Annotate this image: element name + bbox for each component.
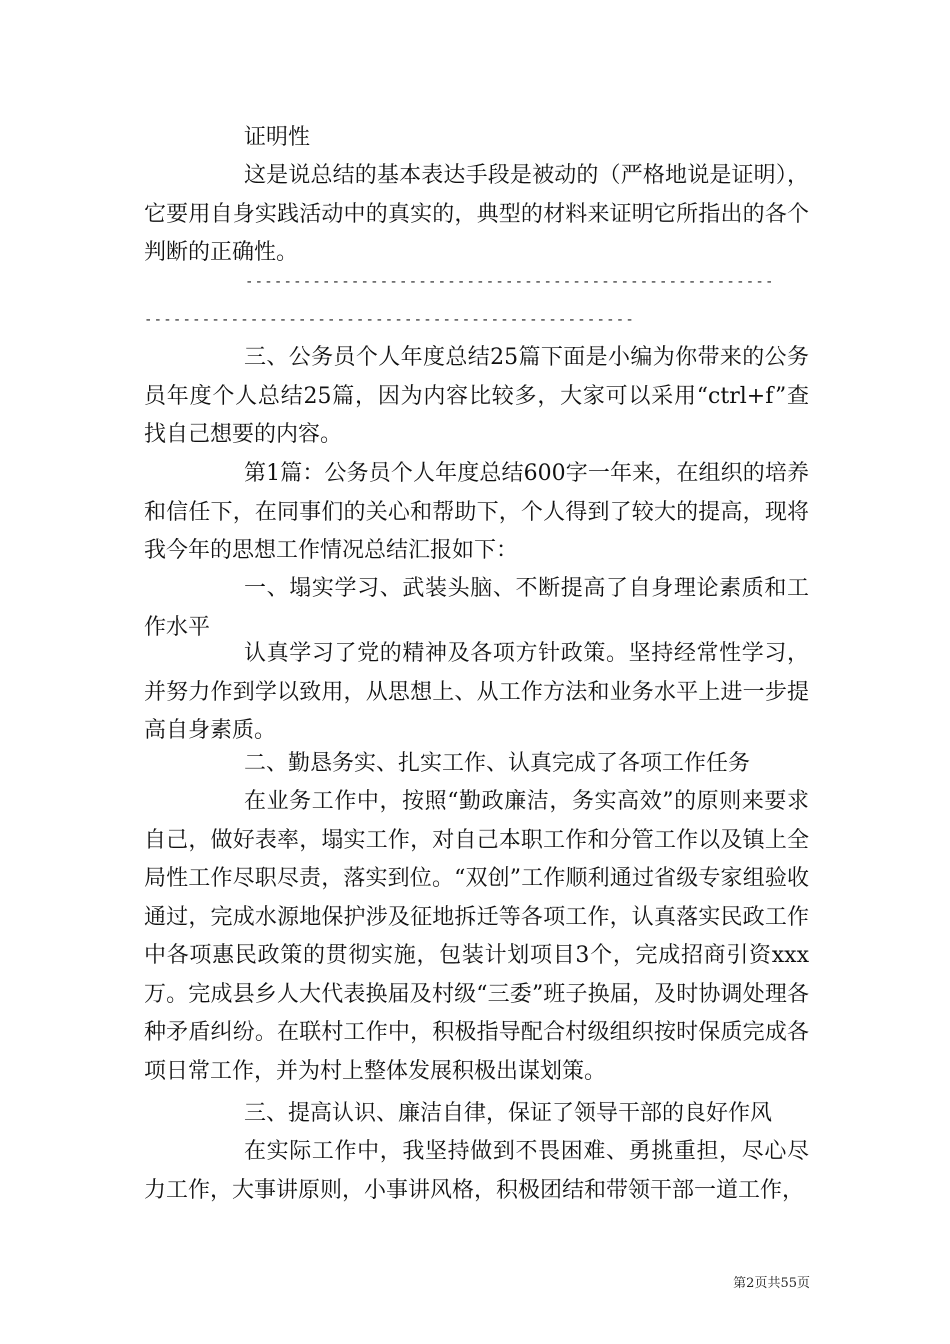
paragraph-heading-two: 二、勤恳务实、扎实工作、认真完成了各项工作任务 — [244, 751, 751, 776]
paragraph-section-three-intro: 三、公务员个人年度总结25篇下面是小编为你带来的公务员年度个人总结25篇，因为内容比较多，大家可以采用“ctrl+f”查找自己想要的内容。 — [144, 345, 809, 447]
paragraph-heading-three: 三、提高认识、廉洁自律，保证了领导干部的良好作风 — [244, 1101, 773, 1126]
paragraph-work-details: 在业务工作中，按照“勤政廉洁，务实高效”的原则来要求自己，做好表率，塌实工作，对自己本职工作和分管工作以及镇上全局性工作尽职尽责，落实到位。“双创”工作顺利通过省级专家组验收通过，完成水源地保护涉及征地拆迁等各项工作，认真落实民政工作中各项惠民政策的贯彻实施，包装计划项目3个，完成招商引资xxx万。完成县乡人大代表换届及村级“三委”班子换届，及时协调处理各种矛盾纠纷。在联村工作中，积极指导配合村级组织按时保质完成各项日常工作，并为村上整体发展积极出谋划策。 — [144, 789, 809, 1084]
paragraph-article-one-intro: 第1篇：公务员个人年度总结600字一年来，在组织的培养和信任下，在同事们的关心和帮助下，个人得到了较大的提高，现将我今年的思想工作情况总结汇报如下： — [144, 461, 809, 563]
paragraph-study: 认真学习了党的精神及各项方针政策。坚持经常性学习，并努力作到学以致用，从思想上、从工作方法和业务水平上进一步提高自身素质。 — [144, 641, 809, 743]
page-number-footer: 第2页共55页 — [733, 1276, 810, 1291]
paragraph-practical-work: 在实际工作中，我坚持做到不畏困难、勇挑重担，尽心尽力工作，大事讲原则，小事讲风格，积极团结和带领干部一道工作， — [144, 1139, 809, 1203]
paragraph-heading-one: 一、塌实学习、武装头脑、不断提高了自身理论素质和工作水平 — [144, 576, 809, 640]
separator-line-2: --------------------------------------------------- — [144, 312, 636, 328]
paragraph-proof-explanation: 这是说总结的基本表达手段是被动的（严格地说是证明），它要用自身实践活动中的真实的，典型的材料来证明它所指出的各个判断的正确性。 — [144, 163, 809, 265]
paragraph-heading-zhengmingxing: 证明性 — [244, 125, 311, 150]
separator-line-1: ------------------------------------------------------- — [245, 274, 775, 290]
